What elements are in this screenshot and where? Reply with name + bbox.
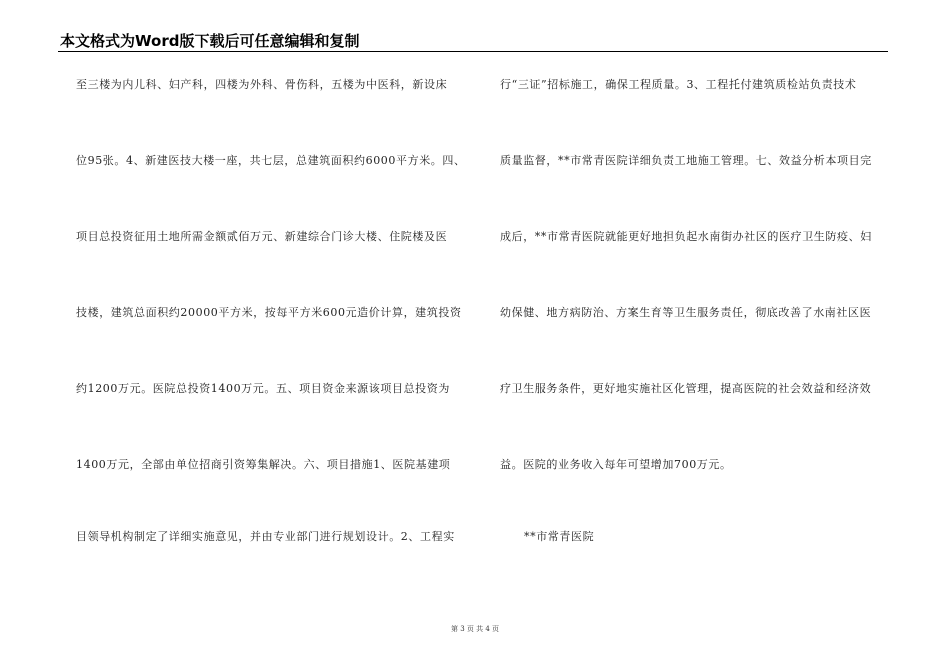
left-text-line: 至三楼为内儿科、妇产科，四楼为外科、骨伤科，五楼为中医科，新设床 [76,78,448,91]
right-text-line: 疗卫生服务条件，更好地实施社区化管理，提高医院的社会效益和经济效 [500,382,872,395]
left-text-line: 1400万元，全部由单位招商引资筹集解决。六、项目措施1、医院基建项 [76,458,451,471]
signature-organization: **市常青医院 [524,530,595,543]
right-text-line: 益。医院的业务收入每年可望增加700万元。 [500,458,732,471]
left-text-line: 目领导机构制定了详细实施意见，并由专业部门进行规划设计。2、工程实 [76,530,455,543]
page-number-footer: 第 3 页 共 4 页 [450,625,500,633]
header-divider [58,51,888,52]
left-text-line: 位95张。4、新建医技大楼一座，共七层，总建筑面积约6000平方米。四、 [76,154,466,167]
left-text-line: 项目总投资征用土地所需金额贰佰万元、新建综合门诊大楼、住院楼及医 [76,230,448,243]
left-text-line: 技楼，建筑总面积约20000平方米，按每平方米600元造价计算，建筑投资 [76,306,462,319]
right-text-line: 质量监督，**市常青医院详细负责工地施工管理。七、效益分析本项目完 [500,154,872,167]
right-text-line: 行“三证”招标施工，确保工程质量。3、工程托付建筑质检站负责技术 [500,78,857,91]
left-text-line: 约1200万元。医院总投资1400万元。五、项目资金来源该项目总投资为 [76,382,450,395]
right-text-line: 成后，**市常青医院就能更好地担负起水南街办社区的医疗卫生防疫、妇 [500,230,872,243]
right-text-line: 幼保健、地方病防治、方案生育等卫生服务责任，彻底改善了水南社区医 [500,306,872,319]
document-header-title: 本文格式为Word版下载后可任意编辑和复制 [60,32,360,50]
